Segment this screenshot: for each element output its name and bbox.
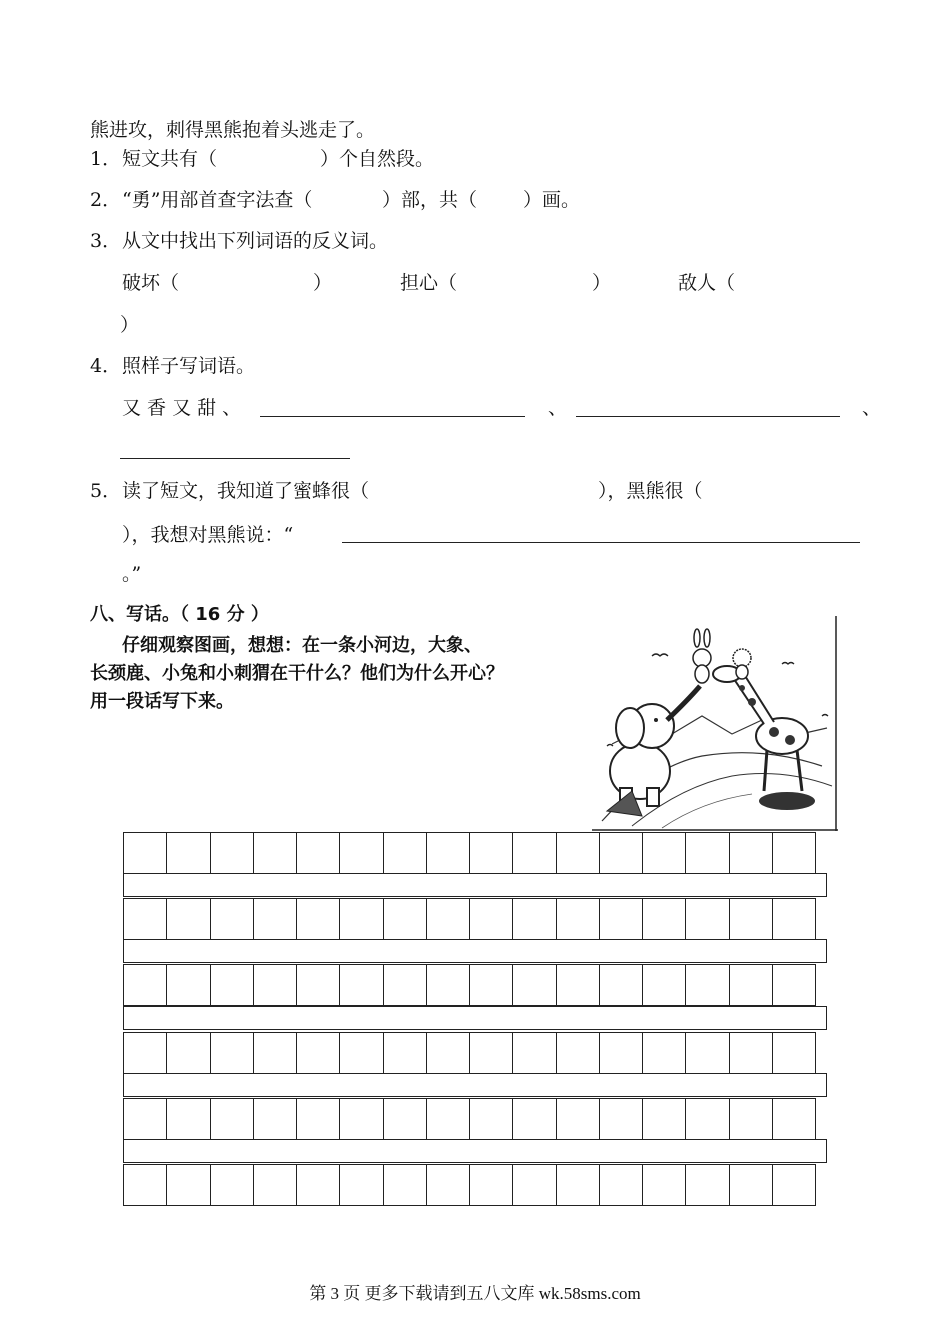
grid-cell[interactable] [557,899,600,939]
grid-cell[interactable] [384,1033,427,1073]
grid-cell[interactable] [340,833,383,873]
grid-cell[interactable] [600,1099,643,1139]
grid-cell[interactable] [773,965,816,1005]
grid-cell[interactable] [254,1099,297,1139]
hedgehog-figure [733,649,751,679]
grid-cell[interactable] [686,1033,729,1073]
grid-cell[interactable] [211,965,254,1005]
question-4-number: 4． [90,355,122,377]
grid-cell[interactable] [600,899,643,939]
grid-cell[interactable] [427,1033,470,1073]
grid-cell[interactable] [686,1099,729,1139]
grid-cell[interactable] [470,899,513,939]
grid-cell[interactable] [643,1165,686,1205]
grid-cell[interactable] [730,1165,773,1205]
grid-cell[interactable] [254,1033,297,1073]
question-1-number: 1． [90,148,122,170]
grid-cell[interactable] [470,1165,513,1205]
question-5-number: 5． [90,480,122,502]
question-4-sep1: 、 [548,397,568,419]
grid-cell[interactable] [254,833,297,873]
section-8-prompt-line3: 用一段话写下来。 [90,691,234,712]
grid-row-separator [123,939,827,963]
grid-row-separator [123,1139,827,1163]
grid-cell[interactable] [557,1165,600,1205]
grid-cell[interactable] [254,1165,297,1205]
question-5-text-b: ），黑熊很（ [598,480,703,502]
grid-cell[interactable] [340,1165,383,1205]
grid-cell[interactable] [470,1033,513,1073]
grid-cell[interactable] [167,1033,210,1073]
grid-row [123,1164,816,1206]
grid-cell[interactable] [167,833,210,873]
answer-line-4a[interactable] [260,416,525,417]
question-4-sep2: 、 [862,397,882,419]
grid-cell[interactable] [773,1165,816,1205]
grid-row-separator [123,873,827,897]
grid-row-separator [123,1073,827,1097]
grid-cell[interactable] [730,1033,773,1073]
grid-cell[interactable] [513,1099,556,1139]
section-8-prompt-line2: 长颈鹿、小兔和小刺猬在干什么？他们为什么开心？ [90,663,504,684]
grid-cell[interactable] [773,1033,816,1073]
grid-row [123,1032,816,1074]
grid-cell[interactable] [211,1033,254,1073]
question-3-number: 3． [90,230,122,252]
answer-line-4b[interactable] [576,416,840,417]
grid-cell[interactable] [211,833,254,873]
grid-cell[interactable] [513,965,556,1005]
grid-cell[interactable] [773,833,816,873]
grid-cell[interactable] [211,899,254,939]
grid-cell[interactable] [340,965,383,1005]
grid-cell[interactable] [254,899,297,939]
grid-cell[interactable] [513,1165,556,1205]
grid-cell[interactable] [557,1099,600,1139]
grid-cell[interactable] [167,1099,210,1139]
grid-cell[interactable] [773,899,816,939]
question-2-number: 2． [90,189,122,211]
answer-line-4c[interactable] [120,458,350,459]
grid-cell[interactable] [340,899,383,939]
grid-cell[interactable] [643,899,686,939]
elephant-figure [607,686,700,816]
grid-cell[interactable] [384,965,427,1005]
grid-cell[interactable] [297,1099,340,1139]
answer-line-5[interactable] [342,542,860,543]
grid-cell[interactable] [384,1165,427,1205]
grid-cell[interactable] [384,1099,427,1139]
grid-cell[interactable] [513,833,556,873]
grid-cell[interactable] [384,899,427,939]
grid-cell[interactable] [686,1165,729,1205]
question-1-text-a: 短文共有（ [122,148,218,170]
grid-cell[interactable] [124,1099,167,1139]
question-2-text-c: ）画。 [523,189,581,211]
grid-row [123,832,816,874]
passage-last-line: 熊进攻，刺得黑熊抱着头逃走了。 [90,119,376,141]
grid-cell[interactable] [686,965,729,1005]
grid-cell[interactable] [643,1099,686,1139]
grid-cell[interactable] [211,1165,254,1205]
grid-cell[interactable] [470,965,513,1005]
question-4-text: 照样子写词语。 [122,355,256,377]
grid-cell[interactable] [686,833,729,873]
grid-cell[interactable] [730,965,773,1005]
rabbit-figure [693,629,711,683]
grid-cell[interactable] [211,1099,254,1139]
grid-cell[interactable] [643,833,686,873]
grid-cell[interactable] [167,1165,210,1205]
grid-cell[interactable] [600,1165,643,1205]
grid-cell[interactable] [470,1099,513,1139]
grid-cell[interactable] [730,833,773,873]
grid-cell[interactable] [124,899,167,939]
antonym-1-word: 破坏（ [122,272,180,294]
grid-row-separator [123,1006,827,1030]
grid-cell[interactable] [773,1099,816,1139]
grid-cell[interactable] [340,1033,383,1073]
grid-cell[interactable] [384,833,427,873]
grid-cell[interactable] [643,1033,686,1073]
grid-cell[interactable] [124,833,167,873]
grid-row [123,1098,816,1140]
grid-cell[interactable] [600,965,643,1005]
grid-cell[interactable] [297,965,340,1005]
grid-cell[interactable] [297,899,340,939]
grid-cell[interactable] [600,1033,643,1073]
grid-cell[interactable] [124,1033,167,1073]
question-5-text-a: 读了短文，我知道了蜜蜂很（ [122,480,370,502]
grid-cell[interactable] [557,1033,600,1073]
antonym-3-word: 敌人（ [678,272,736,294]
grid-cell[interactable] [297,1165,340,1205]
antonym-1-close: ） [313,272,333,294]
grid-cell[interactable] [124,1165,167,1205]
grid-cell[interactable] [167,965,210,1005]
section-8-prompt-line1: 仔细观察图画，想想：在一条小河边，大象、 [122,635,482,656]
grid-cell[interactable] [557,965,600,1005]
section-8-heading: 八、写话。（ 16 分 ） [90,604,269,625]
grid-cell[interactable] [643,965,686,1005]
question-1-text-b: ）个自然段。 [320,148,435,170]
elephant-giraffe-illustration [592,616,838,831]
page-footer: 第 3 页 更多下载请到五八文库 wk.58sms.com [309,1284,641,1303]
grid-cell[interactable] [297,833,340,873]
grid-cell[interactable] [730,899,773,939]
giraffe-figure [713,666,815,810]
question-5-line2: ），我想对黑熊说：“ [122,524,294,546]
question-3-text: 从文中找出下列词语的反义词。 [122,230,389,252]
grid-cell[interactable] [167,899,210,939]
grid-cell[interactable] [297,1033,340,1073]
grid-cell[interactable] [427,833,470,873]
grid-cell[interactable] [686,899,729,939]
antonym-3-close: ） [120,314,140,336]
grid-cell[interactable] [513,1033,556,1073]
grid-cell[interactable] [340,1099,383,1139]
grid-cell[interactable] [124,965,167,1005]
grid-cell[interactable] [470,833,513,873]
grid-cell[interactable] [254,965,297,1005]
question-5-line3: 。” [122,563,142,585]
grid-row [123,898,816,940]
question-4-example: 又 香 又 甜 、 [122,397,242,419]
question-2-text-b: ）部，共（ [382,189,478,211]
grid-cell[interactable] [557,833,600,873]
antonym-2-word: 担心（ [400,272,458,294]
grid-cell[interactable] [427,1165,470,1205]
grid-cell[interactable] [600,833,643,873]
grid-cell[interactable] [427,965,470,1005]
grid-row [123,964,816,1006]
question-2-text-a: “勇”用部首查字法查（ [122,189,313,211]
grid-cell[interactable] [513,899,556,939]
antonym-2-close: ） [592,272,612,294]
grid-cell[interactable] [427,899,470,939]
grid-cell[interactable] [427,1099,470,1139]
grid-cell[interactable] [730,1099,773,1139]
